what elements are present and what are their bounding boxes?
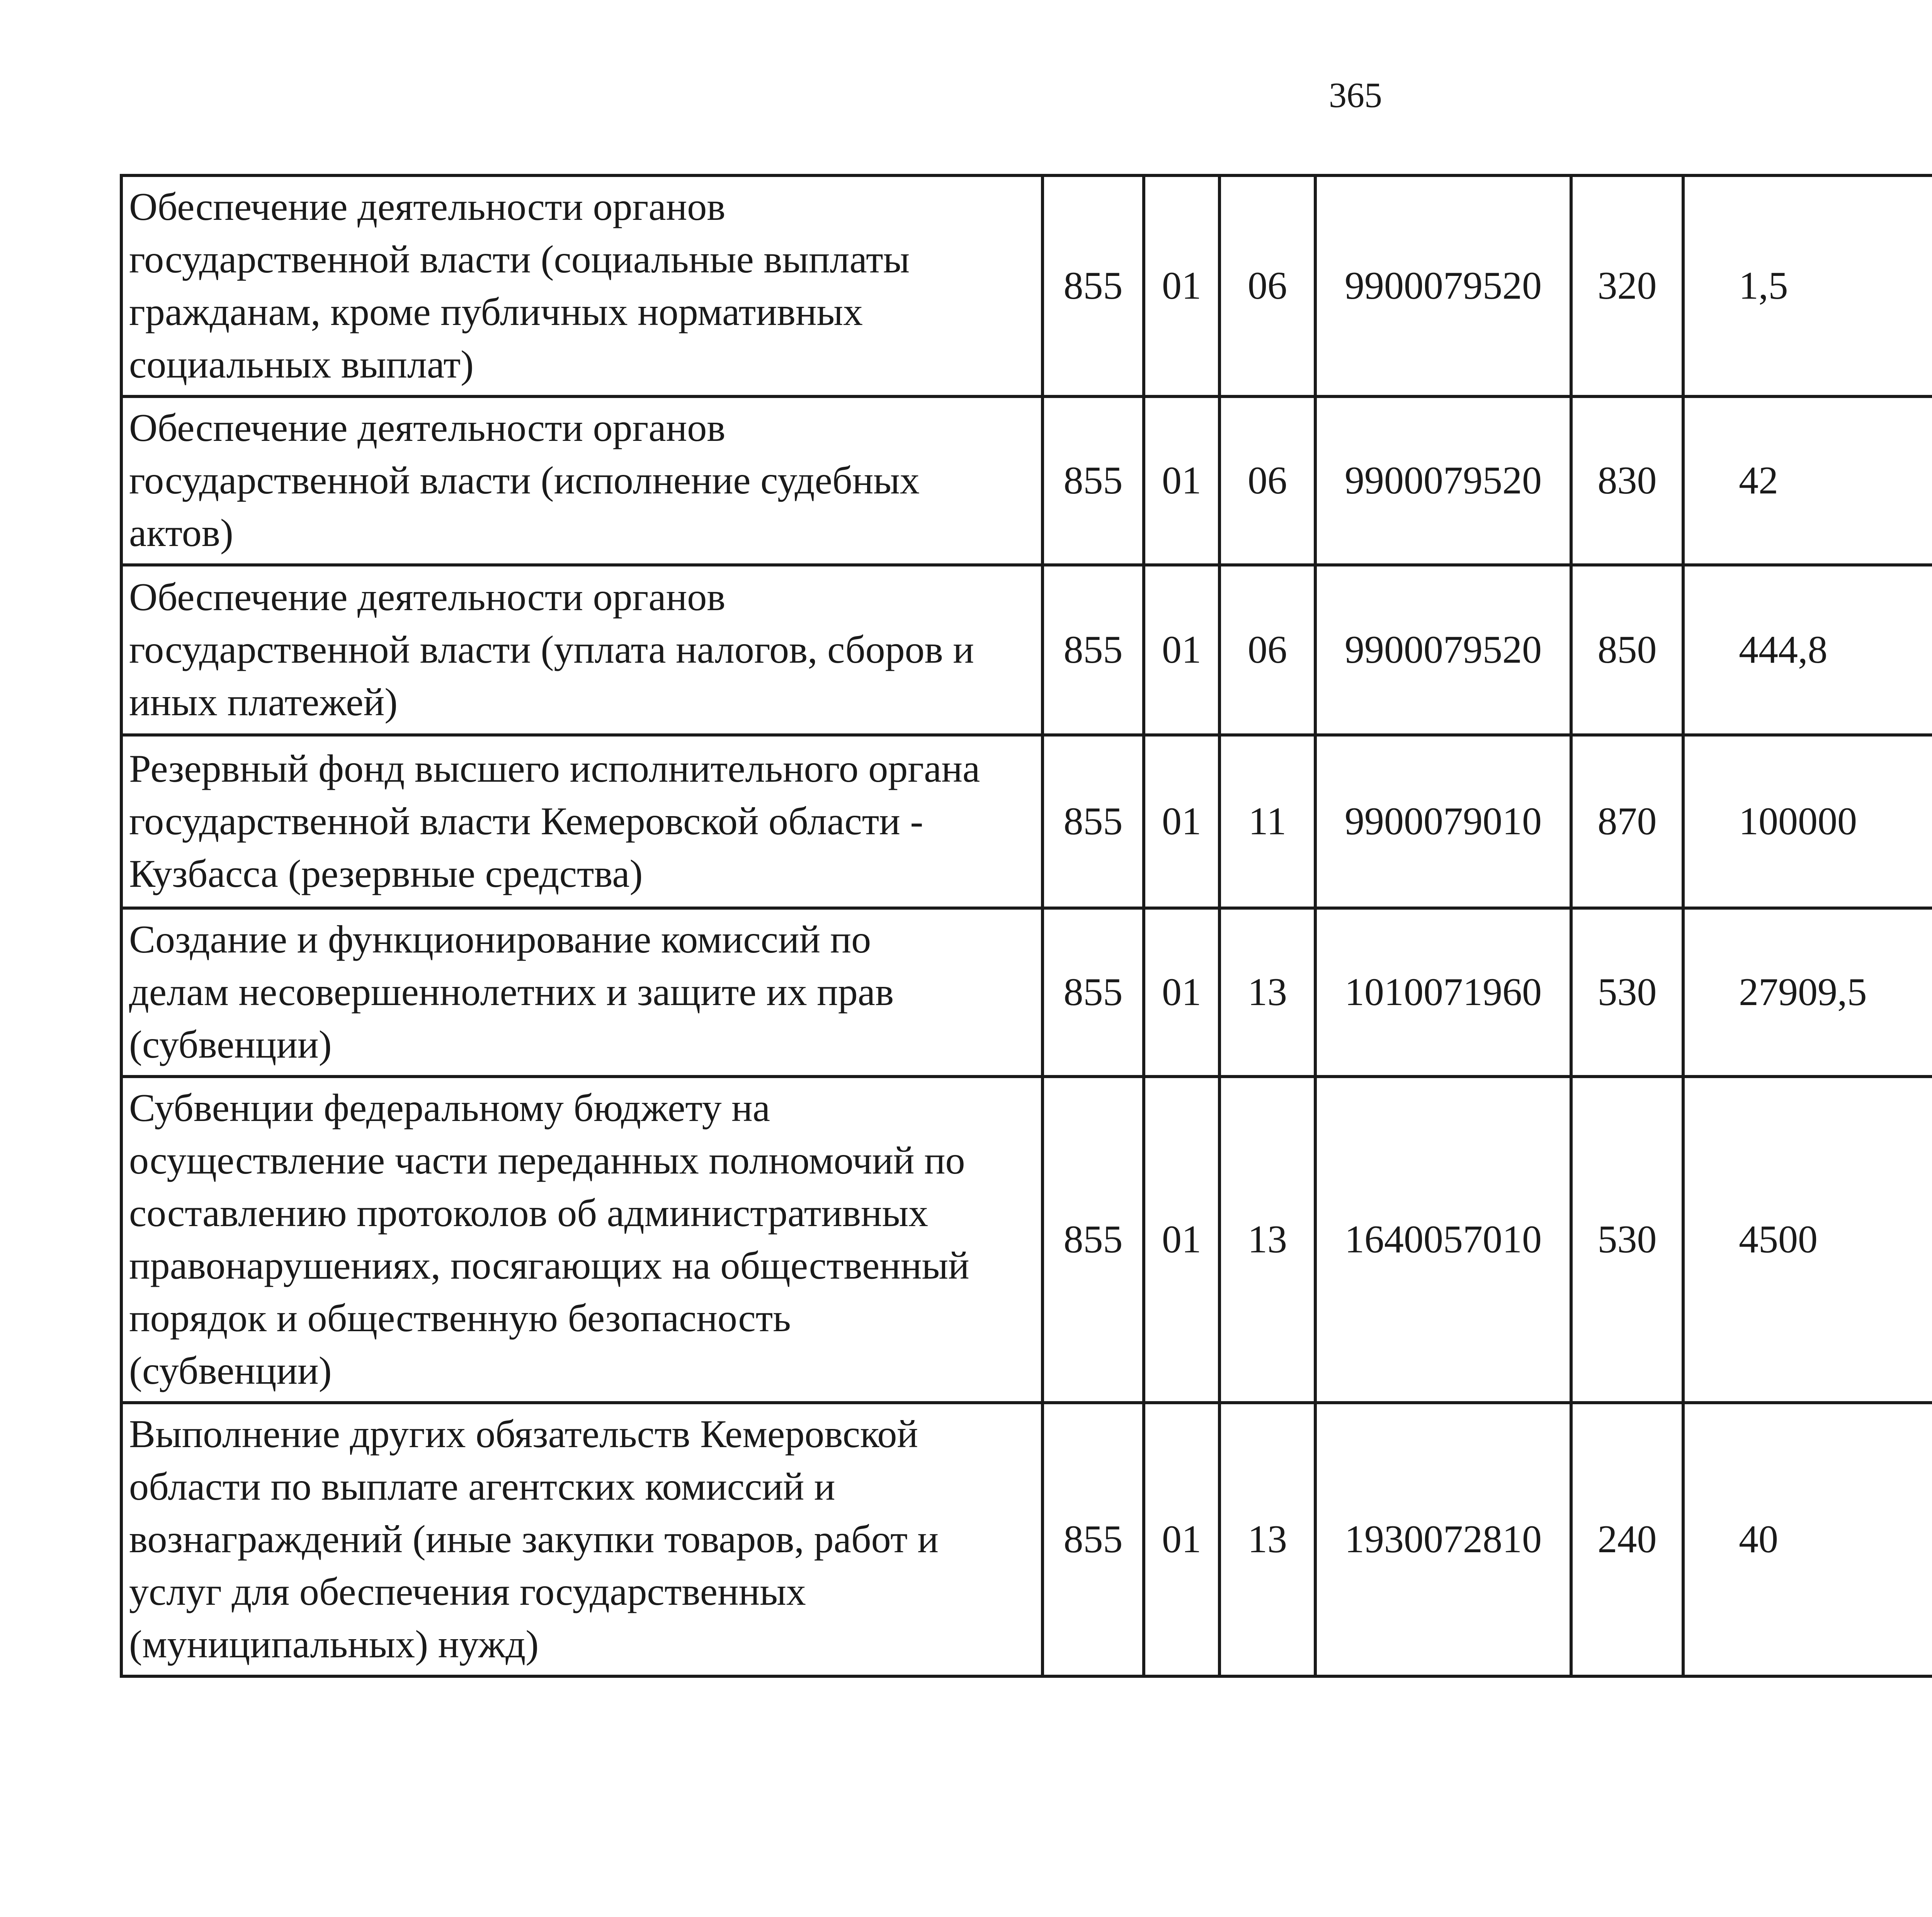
amount-year-1: 4500 (1683, 1077, 1932, 1403)
ministry-code: 855 (1043, 908, 1144, 1077)
ministry-code: 855 (1043, 1077, 1144, 1403)
page-number: 365 (1329, 75, 1382, 115)
row-description: Обеспечение деятельности органов государственной власти (исполнение судебных актов) (121, 396, 1043, 565)
subsection-code: 06 (1219, 396, 1315, 565)
row-description: Выполнение других обязательств Кемеровской области по выплате агентских комиссий и вознаграждений (иные закупки товаров, работ и услуг для обеспечения государственных (муниципальных) нужд) (121, 1403, 1043, 1676)
section-code: 01 (1144, 396, 1219, 565)
budget-table (120, 174, 1932, 1678)
amount-year-1: 444,8 (1683, 565, 1932, 735)
table-row (121, 1077, 1932, 1403)
expense-type-code: 530 (1571, 1077, 1683, 1403)
subsection-code: 13 (1219, 1077, 1315, 1403)
section-code: 01 (1144, 1403, 1219, 1676)
expense-type-code: 870 (1571, 735, 1683, 908)
expense-type-code: 530 (1571, 908, 1683, 1077)
section-code: 01 (1144, 565, 1219, 735)
target-article-code: 1640057010 (1315, 1077, 1571, 1403)
table-row (121, 908, 1932, 1077)
expense-type-code: 830 (1571, 396, 1683, 565)
target-article-code: 9900079520 (1315, 565, 1571, 735)
ministry-code: 855 (1043, 175, 1144, 396)
ministry-code: 855 (1043, 565, 1144, 735)
table-row (121, 735, 1932, 908)
target-article-code: 1930072810 (1315, 1403, 1571, 1676)
section-code: 01 (1144, 908, 1219, 1077)
row-description: Обеспечение деятельности органов государственной власти (социальные выплаты гражданам, кроме публичных нормативных социальных выплат) (121, 175, 1043, 396)
table-row (121, 1403, 1932, 1676)
row-description: Субвенции федеральному бюджету на осуществление части переданных полномочий по составлению протоколов об административных правонарушениях, посягающих на общественный порядок и общественную безопасность (субвенции) (121, 1077, 1043, 1403)
target-article-code: 9900079520 (1315, 396, 1571, 565)
amount-year-1: 40 (1683, 1403, 1932, 1676)
subsection-code: 13 (1219, 1403, 1315, 1676)
amount-year-1: 27909,5 (1683, 908, 1932, 1077)
row-description: Резервный фонд высшего исполнительного органа государственной власти Кемеровской области - Кузбасса (резервные средства) (121, 735, 1043, 908)
table-row (121, 175, 1932, 396)
target-article-code: 9900079010 (1315, 735, 1571, 908)
table-row (121, 396, 1932, 565)
target-article-code: 1010071960 (1315, 908, 1571, 1077)
expense-type-code: 240 (1571, 1403, 1683, 1676)
row-description: Создание и функционирование комиссий по делам несовершеннолетних и защите их прав (субвенции) (121, 908, 1043, 1077)
expense-type-code: 850 (1571, 565, 1683, 735)
amount-year-1: 1,5 (1683, 175, 1932, 396)
ministry-code: 855 (1043, 735, 1144, 908)
subsection-code: 11 (1219, 735, 1315, 908)
section-code: 01 (1144, 1077, 1219, 1403)
table-row (121, 565, 1932, 735)
ministry-code: 855 (1043, 396, 1144, 565)
target-article-code: 9900079520 (1315, 175, 1571, 396)
section-code: 01 (1144, 735, 1219, 908)
ministry-code: 855 (1043, 1403, 1144, 1676)
subsection-code: 06 (1219, 175, 1315, 396)
section-code: 01 (1144, 175, 1219, 396)
subsection-code: 06 (1219, 565, 1315, 735)
row-description: Обеспечение деятельности органов государственной власти (уплата налогов, сборов и иных платежей) (121, 565, 1043, 735)
amount-year-1: 100000 (1683, 735, 1932, 908)
amount-year-1: 42 (1683, 396, 1932, 565)
subsection-code: 13 (1219, 908, 1315, 1077)
expense-type-code: 320 (1571, 175, 1683, 396)
